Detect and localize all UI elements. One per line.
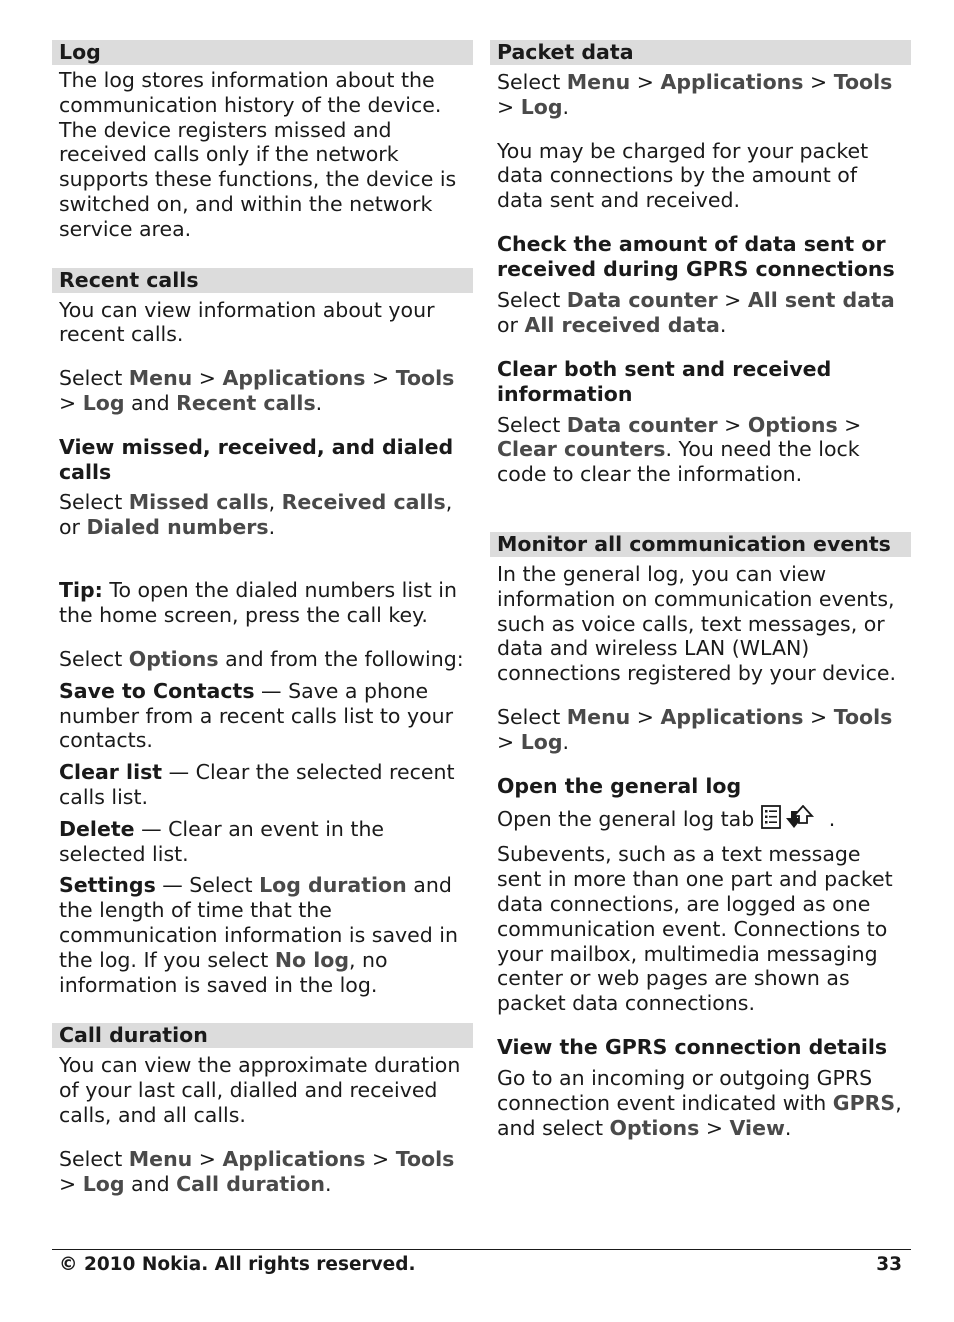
recent-calls-intro: You can view information about your recent calls. [59, 297, 435, 347]
subevents-description: Subevents, such as a text message sent in more than one part and packet data connections, are logged as one communication event. Connections to your mailbox, multimedia messaging center or web pages are shown as packet data connections. [497, 842, 893, 1016]
right-column [490, 40, 911, 1140]
open-general-log-instruction: Open the general log tab . [490, 805, 911, 835]
view-missed-instruction: Select Missed calls, Received calls, or Dialed numbers. [59, 489, 453, 539]
section-heading-recent-calls: Recent calls [52, 268, 473, 293]
option-delete: Delete — Clear an event in the selected list. [59, 816, 385, 866]
section-heading-monitor-events: Monitor all communication events [490, 532, 911, 557]
call-duration-intro: You can view the approximate duration of your last call, dialled and received calls, and all calls. [59, 1053, 461, 1127]
packet-data-path: Select Menu > Applications > Tools > Log. [497, 70, 893, 119]
option-clear-list: Clear list — Clear the selected recent calls list. [59, 760, 455, 809]
general-log-tab-icon-svg [761, 805, 829, 829]
log-description: The log stores information about the communication history of the device. The device registers missed and received calls only if the network supports these functions, the device is switched on, and within the network service area. [59, 68, 457, 241]
option-save-to-contacts: Save to Contacts — Save a phone number from a recent calls list to your contacts. [59, 678, 454, 753]
footer-copyright: © 2010 Nokia. All rights reserved. [59, 1254, 416, 1275]
subheading-view-missed: View missed, received, and dialed calls [59, 434, 454, 484]
tip-paragraph: Tip: To open the dialed numbers list in the home screen, press the call key. [59, 578, 457, 628]
subheading-gprs-details: View the GPRS connection details [497, 1034, 888, 1059]
call-duration-path: Select Menu > Applications > Tools > Log and Call duration. [59, 1146, 455, 1196]
general-log-tab-icon [761, 805, 829, 835]
footer-divider [52, 1249, 911, 1250]
check-amount-instruction: Select Data counter > All sent data or All received data. [497, 287, 895, 337]
section-heading-call-duration: Call duration [52, 1023, 473, 1048]
monitor-events-description: In the general log, you can view information on communication events, such as voice calls, text messages, or data and wireless LAN (WLAN) connections registered by your device. [497, 561, 897, 686]
packet-data-charge-note: You may be charged for your packet data connections by the amount of data sent and received. [497, 138, 869, 213]
subheading-clear-both: Clear both sent and received information [497, 356, 832, 406]
page-number: 33 [876, 1254, 902, 1275]
section-heading-log: Log [52, 40, 473, 65]
recent-calls-path: Select Menu > Applications > Tools > Log and Recent calls. [59, 366, 455, 415]
gprs-details-instruction: Go to an incoming or outgoing GPRS connection event indicated with GPRS, and select Options > View. [497, 1065, 902, 1140]
left-column [52, 40, 473, 1196]
subheading-check-amount: Check the amount of data sent or received during GPRS connections [497, 231, 895, 281]
subheading-open-general-log: Open the general log [497, 773, 742, 798]
option-settings: Settings — Select Log duration and the length of time that the communication information is saved in the log. If you select No log, no information is saved in the log. [59, 873, 458, 997]
monitor-events-path: Select Menu > Applications > Tools > Log. [497, 704, 893, 754]
options-intro: Select Options and from the following: [59, 646, 464, 671]
clear-both-instruction: Select Data counter > Options > Clear counters. You need the lock code to clear the information. [497, 412, 862, 487]
section-heading-packet-data: Packet data [490, 40, 911, 65]
